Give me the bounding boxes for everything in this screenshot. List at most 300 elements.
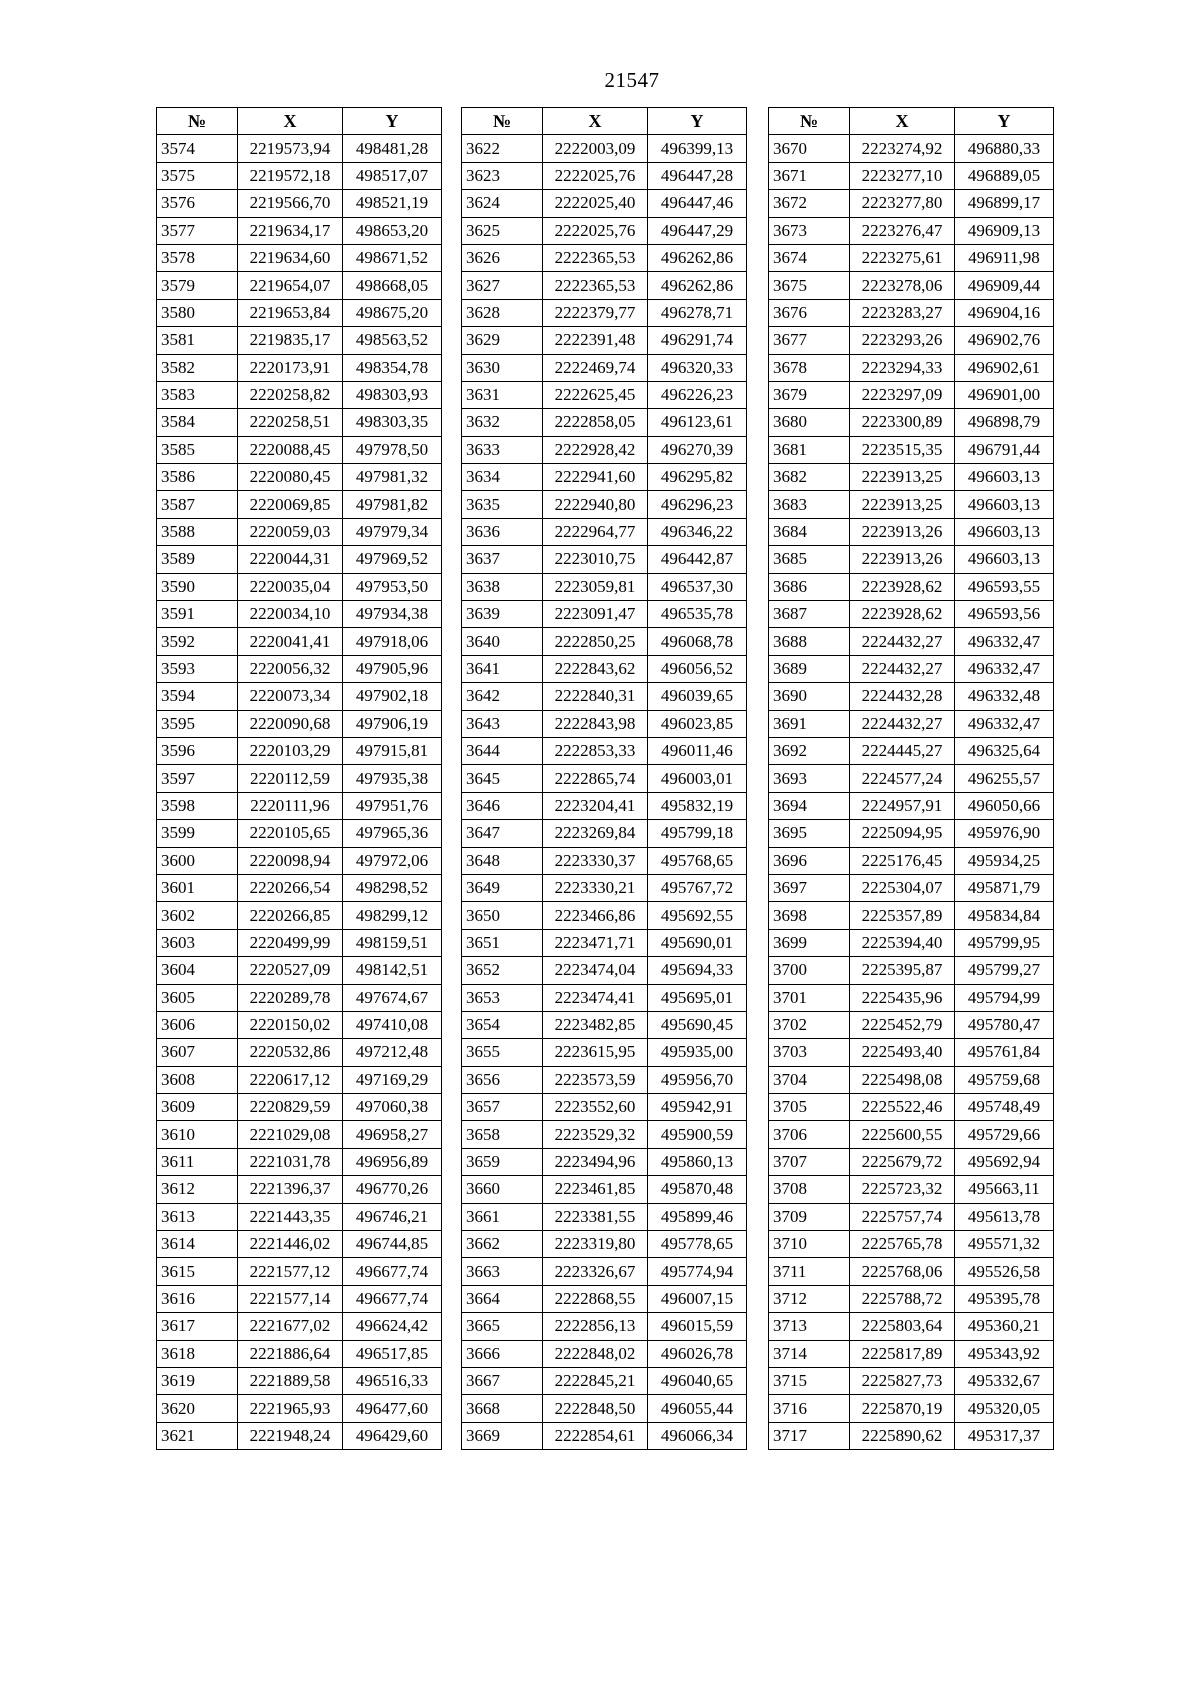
point-number-cell: 3686 bbox=[769, 573, 850, 600]
point-number-cell: 3683 bbox=[769, 491, 850, 518]
x-coordinate-cell: 2222025,40 bbox=[543, 190, 648, 217]
x-coordinate-cell: 2225357,89 bbox=[850, 902, 955, 929]
x-coordinate-cell: 2225768,06 bbox=[850, 1258, 955, 1285]
y-coordinate-cell: 497969,52 bbox=[343, 546, 442, 573]
x-coordinate-cell: 2222868,55 bbox=[543, 1285, 648, 1312]
x-coordinate-cell: 2222853,33 bbox=[543, 737, 648, 764]
table-row bbox=[157, 409, 442, 436]
y-coordinate-cell: 497935,38 bbox=[343, 765, 442, 792]
x-coordinate-cell: 2221446,02 bbox=[238, 1231, 343, 1258]
x-coordinate-cell: 2222365,53 bbox=[543, 244, 648, 271]
y-coordinate-cell: 496911,98 bbox=[955, 244, 1054, 271]
x-coordinate-cell: 2220532,86 bbox=[238, 1039, 343, 1066]
point-number-cell: 3639 bbox=[462, 601, 543, 628]
point-number-cell: 3623 bbox=[462, 162, 543, 189]
table-row bbox=[462, 272, 747, 299]
table-row bbox=[769, 354, 1054, 381]
y-coordinate-cell: 495799,27 bbox=[955, 957, 1054, 984]
x-coordinate-cell: 2223515,35 bbox=[850, 436, 955, 463]
point-number-cell: 3603 bbox=[157, 929, 238, 956]
point-number-cell: 3665 bbox=[462, 1313, 543, 1340]
x-coordinate-cell: 2223276,47 bbox=[850, 217, 955, 244]
table-row bbox=[769, 491, 1054, 518]
y-coordinate-cell: 496291,74 bbox=[648, 327, 747, 354]
table-row bbox=[769, 135, 1054, 162]
x-coordinate-cell: 2220111,96 bbox=[238, 792, 343, 819]
table-row bbox=[157, 1011, 442, 1038]
table-row bbox=[769, 601, 1054, 628]
x-coordinate-cell: 2223283,27 bbox=[850, 299, 955, 326]
table-row bbox=[462, 1094, 747, 1121]
table-row bbox=[769, 546, 1054, 573]
y-coordinate-cell: 496056,52 bbox=[648, 655, 747, 682]
x-coordinate-cell: 2220150,02 bbox=[238, 1011, 343, 1038]
table-row bbox=[157, 1367, 442, 1394]
y-coordinate-cell: 496447,28 bbox=[648, 162, 747, 189]
table-row bbox=[769, 436, 1054, 463]
coordinates-table-3 bbox=[768, 107, 1054, 1450]
y-coordinate-cell: 497978,50 bbox=[343, 436, 442, 463]
point-number-cell: 3658 bbox=[462, 1121, 543, 1148]
point-number-cell: 3620 bbox=[157, 1395, 238, 1422]
y-coordinate-cell: 496909,13 bbox=[955, 217, 1054, 244]
x-coordinate-cell: 2222858,05 bbox=[543, 409, 648, 436]
x-coordinate-cell: 2220034,10 bbox=[238, 601, 343, 628]
table-row bbox=[462, 436, 747, 463]
x-coordinate-cell: 2223928,62 bbox=[850, 601, 955, 628]
point-number-cell: 3684 bbox=[769, 518, 850, 545]
y-coordinate-cell: 496015,59 bbox=[648, 1313, 747, 1340]
table-row bbox=[157, 1285, 442, 1312]
x-coordinate-cell: 2225723,32 bbox=[850, 1176, 955, 1203]
table-row bbox=[157, 601, 442, 628]
table-row bbox=[769, 299, 1054, 326]
point-number-cell: 3595 bbox=[157, 710, 238, 737]
y-coordinate-cell: 496068,78 bbox=[648, 628, 747, 655]
table-row bbox=[769, 1176, 1054, 1203]
x-coordinate-cell: 2223319,80 bbox=[543, 1231, 648, 1258]
table-row bbox=[769, 272, 1054, 299]
point-number-cell: 3660 bbox=[462, 1176, 543, 1203]
table-row bbox=[157, 737, 442, 764]
y-coordinate-cell: 495768,65 bbox=[648, 847, 747, 874]
x-coordinate-cell: 2220266,85 bbox=[238, 902, 343, 929]
table-row bbox=[462, 409, 747, 436]
y-coordinate-cell: 495870,48 bbox=[648, 1176, 747, 1203]
y-coordinate-cell: 497951,76 bbox=[343, 792, 442, 819]
y-coordinate-cell: 496320,33 bbox=[648, 354, 747, 381]
column-header-number: № bbox=[157, 108, 238, 135]
y-coordinate-cell: 496956,89 bbox=[343, 1148, 442, 1175]
table-row bbox=[462, 655, 747, 682]
table-row bbox=[157, 327, 442, 354]
point-number-cell: 3699 bbox=[769, 929, 850, 956]
y-coordinate-cell: 497906,19 bbox=[343, 710, 442, 737]
x-coordinate-cell: 2223913,25 bbox=[850, 491, 955, 518]
y-coordinate-cell: 498303,35 bbox=[343, 409, 442, 436]
point-number-cell: 3617 bbox=[157, 1313, 238, 1340]
table-row bbox=[462, 1011, 747, 1038]
x-coordinate-cell: 2222940,80 bbox=[543, 491, 648, 518]
point-number-cell: 3670 bbox=[769, 135, 850, 162]
table-row bbox=[462, 299, 747, 326]
point-number-cell: 3696 bbox=[769, 847, 850, 874]
x-coordinate-cell: 2220088,45 bbox=[238, 436, 343, 463]
table-row bbox=[462, 1176, 747, 1203]
x-coordinate-cell: 2220056,32 bbox=[238, 655, 343, 682]
table-row bbox=[769, 1367, 1054, 1394]
y-coordinate-cell: 495976,90 bbox=[955, 820, 1054, 847]
table-row bbox=[462, 820, 747, 847]
table-row bbox=[769, 244, 1054, 271]
x-coordinate-cell: 2219572,18 bbox=[238, 162, 343, 189]
x-coordinate-cell: 2222941,60 bbox=[543, 464, 648, 491]
point-number-cell: 3642 bbox=[462, 683, 543, 710]
x-coordinate-cell: 2223913,26 bbox=[850, 518, 955, 545]
table-row bbox=[462, 1121, 747, 1148]
y-coordinate-cell: 496593,55 bbox=[955, 573, 1054, 600]
table-row bbox=[462, 1066, 747, 1093]
point-number-cell: 3662 bbox=[462, 1231, 543, 1258]
x-coordinate-cell: 2220258,82 bbox=[238, 381, 343, 408]
y-coordinate-cell: 496624,42 bbox=[343, 1313, 442, 1340]
y-coordinate-cell: 496226,23 bbox=[648, 381, 747, 408]
point-number-cell: 3589 bbox=[157, 546, 238, 573]
point-number-cell: 3586 bbox=[157, 464, 238, 491]
y-coordinate-cell: 496902,61 bbox=[955, 354, 1054, 381]
point-number-cell: 3680 bbox=[769, 409, 850, 436]
x-coordinate-cell: 2221948,24 bbox=[238, 1422, 343, 1449]
x-coordinate-cell: 2220289,78 bbox=[238, 984, 343, 1011]
y-coordinate-cell: 497972,06 bbox=[343, 847, 442, 874]
table-row bbox=[462, 902, 747, 929]
column-header-number: № bbox=[769, 108, 850, 135]
point-number-cell: 3646 bbox=[462, 792, 543, 819]
point-number-cell: 3614 bbox=[157, 1231, 238, 1258]
point-number-cell: 3701 bbox=[769, 984, 850, 1011]
y-coordinate-cell: 495526,58 bbox=[955, 1258, 1054, 1285]
table-row bbox=[769, 1395, 1054, 1422]
y-coordinate-cell: 497674,67 bbox=[343, 984, 442, 1011]
table-row bbox=[462, 1258, 747, 1285]
x-coordinate-cell: 2223494,96 bbox=[543, 1148, 648, 1175]
point-number-cell: 3712 bbox=[769, 1285, 850, 1312]
point-number-cell: 3659 bbox=[462, 1148, 543, 1175]
x-coordinate-cell: 2223474,04 bbox=[543, 957, 648, 984]
y-coordinate-cell: 496899,17 bbox=[955, 190, 1054, 217]
point-number-cell: 3652 bbox=[462, 957, 543, 984]
table-row bbox=[462, 190, 747, 217]
y-coordinate-cell: 495759,68 bbox=[955, 1066, 1054, 1093]
point-number-cell: 3679 bbox=[769, 381, 850, 408]
x-coordinate-cell: 2223474,41 bbox=[543, 984, 648, 1011]
y-coordinate-cell: 496296,23 bbox=[648, 491, 747, 518]
x-coordinate-cell: 2220090,68 bbox=[238, 710, 343, 737]
column-header-x: X bbox=[238, 108, 343, 135]
table-row bbox=[157, 1176, 442, 1203]
y-coordinate-cell: 495767,72 bbox=[648, 874, 747, 901]
y-coordinate-cell: 495748,49 bbox=[955, 1094, 1054, 1121]
y-coordinate-cell: 496346,22 bbox=[648, 518, 747, 545]
table-row bbox=[462, 1340, 747, 1367]
column-header-y: Y bbox=[343, 108, 442, 135]
x-coordinate-cell: 2220112,59 bbox=[238, 765, 343, 792]
point-number-cell: 3671 bbox=[769, 162, 850, 189]
point-number-cell: 3609 bbox=[157, 1094, 238, 1121]
point-number-cell: 3607 bbox=[157, 1039, 238, 1066]
y-coordinate-cell: 496901,00 bbox=[955, 381, 1054, 408]
y-coordinate-cell: 498517,07 bbox=[343, 162, 442, 189]
table-header-row bbox=[462, 108, 747, 135]
point-number-cell: 3649 bbox=[462, 874, 543, 901]
x-coordinate-cell: 2223274,92 bbox=[850, 135, 955, 162]
y-coordinate-cell: 497410,08 bbox=[343, 1011, 442, 1038]
table-row bbox=[157, 1121, 442, 1148]
y-coordinate-cell: 495343,92 bbox=[955, 1340, 1054, 1367]
x-coordinate-cell: 2225522,46 bbox=[850, 1094, 955, 1121]
table-row bbox=[462, 683, 747, 710]
point-number-cell: 3627 bbox=[462, 272, 543, 299]
y-coordinate-cell: 498299,12 bbox=[343, 902, 442, 929]
point-number-cell: 3676 bbox=[769, 299, 850, 326]
table-row bbox=[769, 1039, 1054, 1066]
table-row bbox=[769, 217, 1054, 244]
table-row bbox=[462, 354, 747, 381]
y-coordinate-cell: 496898,79 bbox=[955, 409, 1054, 436]
table-row bbox=[769, 957, 1054, 984]
x-coordinate-cell: 2222025,76 bbox=[543, 217, 648, 244]
point-number-cell: 3629 bbox=[462, 327, 543, 354]
x-coordinate-cell: 2220617,12 bbox=[238, 1066, 343, 1093]
page-number: 21547 bbox=[604, 68, 660, 92]
y-coordinate-cell: 495690,45 bbox=[648, 1011, 747, 1038]
y-coordinate-cell: 497915,81 bbox=[343, 737, 442, 764]
y-coordinate-cell: 495934,25 bbox=[955, 847, 1054, 874]
point-number-cell: 3581 bbox=[157, 327, 238, 354]
table-row bbox=[462, 1395, 747, 1422]
y-coordinate-cell: 495956,70 bbox=[648, 1066, 747, 1093]
table-row bbox=[462, 984, 747, 1011]
x-coordinate-cell: 2223204,41 bbox=[543, 792, 648, 819]
y-coordinate-cell: 497981,82 bbox=[343, 491, 442, 518]
table-row bbox=[769, 327, 1054, 354]
point-number-cell: 3691 bbox=[769, 710, 850, 737]
point-number-cell: 3585 bbox=[157, 436, 238, 463]
table-row bbox=[462, 1367, 747, 1394]
table-row bbox=[769, 1148, 1054, 1175]
table-row bbox=[462, 710, 747, 737]
point-number-cell: 3587 bbox=[157, 491, 238, 518]
table-row bbox=[769, 573, 1054, 600]
y-coordinate-cell: 496278,71 bbox=[648, 299, 747, 326]
y-coordinate-cell: 497060,38 bbox=[343, 1094, 442, 1121]
table-row bbox=[157, 628, 442, 655]
y-coordinate-cell: 495729,66 bbox=[955, 1121, 1054, 1148]
x-coordinate-cell: 2223471,71 bbox=[543, 929, 648, 956]
table-row bbox=[769, 464, 1054, 491]
y-coordinate-cell: 497905,96 bbox=[343, 655, 442, 682]
table-row bbox=[769, 518, 1054, 545]
x-coordinate-cell: 2220266,54 bbox=[238, 874, 343, 901]
table-row bbox=[462, 847, 747, 874]
point-number-cell: 3613 bbox=[157, 1203, 238, 1230]
x-coordinate-cell: 2219566,70 bbox=[238, 190, 343, 217]
point-number-cell: 3625 bbox=[462, 217, 543, 244]
point-number-cell: 3657 bbox=[462, 1094, 543, 1121]
table-row bbox=[769, 1340, 1054, 1367]
point-number-cell: 3645 bbox=[462, 765, 543, 792]
point-number-cell: 3578 bbox=[157, 244, 238, 271]
y-coordinate-cell: 495613,78 bbox=[955, 1203, 1054, 1230]
point-number-cell: 3619 bbox=[157, 1367, 238, 1394]
point-number-cell: 3591 bbox=[157, 601, 238, 628]
x-coordinate-cell: 2220059,03 bbox=[238, 518, 343, 545]
table-row bbox=[769, 1313, 1054, 1340]
table-row bbox=[769, 710, 1054, 737]
x-coordinate-cell: 2223091,47 bbox=[543, 601, 648, 628]
y-coordinate-cell: 496447,29 bbox=[648, 217, 747, 244]
x-coordinate-cell: 2225094,95 bbox=[850, 820, 955, 847]
table-row bbox=[462, 491, 747, 518]
x-coordinate-cell: 2223294,33 bbox=[850, 354, 955, 381]
table-row bbox=[462, 244, 747, 271]
y-coordinate-cell: 495395,78 bbox=[955, 1285, 1054, 1312]
x-coordinate-cell: 2223330,21 bbox=[543, 874, 648, 901]
y-coordinate-cell: 496447,46 bbox=[648, 190, 747, 217]
y-coordinate-cell: 496889,05 bbox=[955, 162, 1054, 189]
y-coordinate-cell: 496050,66 bbox=[955, 792, 1054, 819]
x-coordinate-cell: 2219653,84 bbox=[238, 299, 343, 326]
table-row bbox=[157, 573, 442, 600]
point-number-cell: 3710 bbox=[769, 1231, 850, 1258]
point-number-cell: 3656 bbox=[462, 1066, 543, 1093]
point-number-cell: 3685 bbox=[769, 546, 850, 573]
x-coordinate-cell: 2220499,99 bbox=[238, 929, 343, 956]
x-coordinate-cell: 2224432,28 bbox=[850, 683, 955, 710]
point-number-cell: 3664 bbox=[462, 1285, 543, 1312]
y-coordinate-cell: 495320,05 bbox=[955, 1395, 1054, 1422]
point-number-cell: 3602 bbox=[157, 902, 238, 929]
table-row bbox=[157, 518, 442, 545]
point-number-cell: 3669 bbox=[462, 1422, 543, 1449]
table-row bbox=[157, 792, 442, 819]
table-row bbox=[157, 1094, 442, 1121]
x-coordinate-cell: 2224445,27 bbox=[850, 737, 955, 764]
point-number-cell: 3698 bbox=[769, 902, 850, 929]
table-row bbox=[769, 1121, 1054, 1148]
point-number-cell: 3604 bbox=[157, 957, 238, 984]
point-number-cell: 3644 bbox=[462, 737, 543, 764]
x-coordinate-cell: 2221886,64 bbox=[238, 1340, 343, 1367]
y-coordinate-cell: 495900,59 bbox=[648, 1121, 747, 1148]
y-coordinate-cell: 496517,85 bbox=[343, 1340, 442, 1367]
table-row bbox=[157, 272, 442, 299]
point-number-cell: 3630 bbox=[462, 354, 543, 381]
point-number-cell: 3577 bbox=[157, 217, 238, 244]
table-row bbox=[769, 628, 1054, 655]
point-number-cell: 3606 bbox=[157, 1011, 238, 1038]
x-coordinate-cell: 2220041,41 bbox=[238, 628, 343, 655]
y-coordinate-cell: 496593,56 bbox=[955, 601, 1054, 628]
y-coordinate-cell: 495761,84 bbox=[955, 1039, 1054, 1066]
point-number-cell: 3590 bbox=[157, 573, 238, 600]
y-coordinate-cell: 496123,61 bbox=[648, 409, 747, 436]
y-coordinate-cell: 496958,27 bbox=[343, 1121, 442, 1148]
y-coordinate-cell: 496603,13 bbox=[955, 546, 1054, 573]
point-number-cell: 3580 bbox=[157, 299, 238, 326]
table-row bbox=[462, 628, 747, 655]
y-coordinate-cell: 498142,51 bbox=[343, 957, 442, 984]
table-row bbox=[157, 546, 442, 573]
y-coordinate-cell: 495694,33 bbox=[648, 957, 747, 984]
table-row bbox=[769, 984, 1054, 1011]
y-coordinate-cell: 496442,87 bbox=[648, 546, 747, 573]
x-coordinate-cell: 2220258,51 bbox=[238, 409, 343, 436]
x-coordinate-cell: 2222856,13 bbox=[543, 1313, 648, 1340]
point-number-cell: 3681 bbox=[769, 436, 850, 463]
table-row bbox=[462, 1039, 747, 1066]
coordinates-table-2 bbox=[461, 107, 747, 1450]
table-row bbox=[769, 1231, 1054, 1258]
table-row bbox=[157, 190, 442, 217]
point-number-cell: 3674 bbox=[769, 244, 850, 271]
x-coordinate-cell: 2223482,85 bbox=[543, 1011, 648, 1038]
table-row bbox=[462, 765, 747, 792]
point-number-cell: 3594 bbox=[157, 683, 238, 710]
x-coordinate-cell: 2223381,55 bbox=[543, 1203, 648, 1230]
y-coordinate-cell: 496026,78 bbox=[648, 1340, 747, 1367]
point-number-cell: 3687 bbox=[769, 601, 850, 628]
point-number-cell: 3714 bbox=[769, 1340, 850, 1367]
table-row bbox=[462, 217, 747, 244]
point-number-cell: 3575 bbox=[157, 162, 238, 189]
x-coordinate-cell: 2221443,35 bbox=[238, 1203, 343, 1230]
y-coordinate-cell: 496295,82 bbox=[648, 464, 747, 491]
point-number-cell: 3626 bbox=[462, 244, 543, 271]
y-coordinate-cell: 498521,19 bbox=[343, 190, 442, 217]
y-coordinate-cell: 498303,93 bbox=[343, 381, 442, 408]
x-coordinate-cell: 2220829,59 bbox=[238, 1094, 343, 1121]
table-row bbox=[769, 765, 1054, 792]
x-coordinate-cell: 2222843,98 bbox=[543, 710, 648, 737]
x-coordinate-cell: 2222469,74 bbox=[543, 354, 648, 381]
y-coordinate-cell: 495942,91 bbox=[648, 1094, 747, 1121]
point-number-cell: 3655 bbox=[462, 1039, 543, 1066]
point-number-cell: 3697 bbox=[769, 874, 850, 901]
point-number-cell: 3599 bbox=[157, 820, 238, 847]
x-coordinate-cell: 2223461,85 bbox=[543, 1176, 648, 1203]
table-row bbox=[157, 381, 442, 408]
point-number-cell: 3651 bbox=[462, 929, 543, 956]
point-number-cell: 3583 bbox=[157, 381, 238, 408]
y-coordinate-cell: 495690,01 bbox=[648, 929, 747, 956]
point-number-cell: 3702 bbox=[769, 1011, 850, 1038]
x-coordinate-cell: 2224957,91 bbox=[850, 792, 955, 819]
point-number-cell: 3690 bbox=[769, 683, 850, 710]
x-coordinate-cell: 2224432,27 bbox=[850, 710, 955, 737]
y-coordinate-cell: 496325,64 bbox=[955, 737, 1054, 764]
point-number-cell: 3637 bbox=[462, 546, 543, 573]
table-row bbox=[462, 929, 747, 956]
y-coordinate-cell: 498653,20 bbox=[343, 217, 442, 244]
point-number-cell: 3601 bbox=[157, 874, 238, 901]
y-coordinate-cell: 496746,21 bbox=[343, 1203, 442, 1230]
table-row bbox=[462, 464, 747, 491]
x-coordinate-cell: 2221577,14 bbox=[238, 1285, 343, 1312]
x-coordinate-cell: 2222848,02 bbox=[543, 1340, 648, 1367]
x-coordinate-cell: 2220035,04 bbox=[238, 573, 343, 600]
x-coordinate-cell: 2222025,76 bbox=[543, 162, 648, 189]
